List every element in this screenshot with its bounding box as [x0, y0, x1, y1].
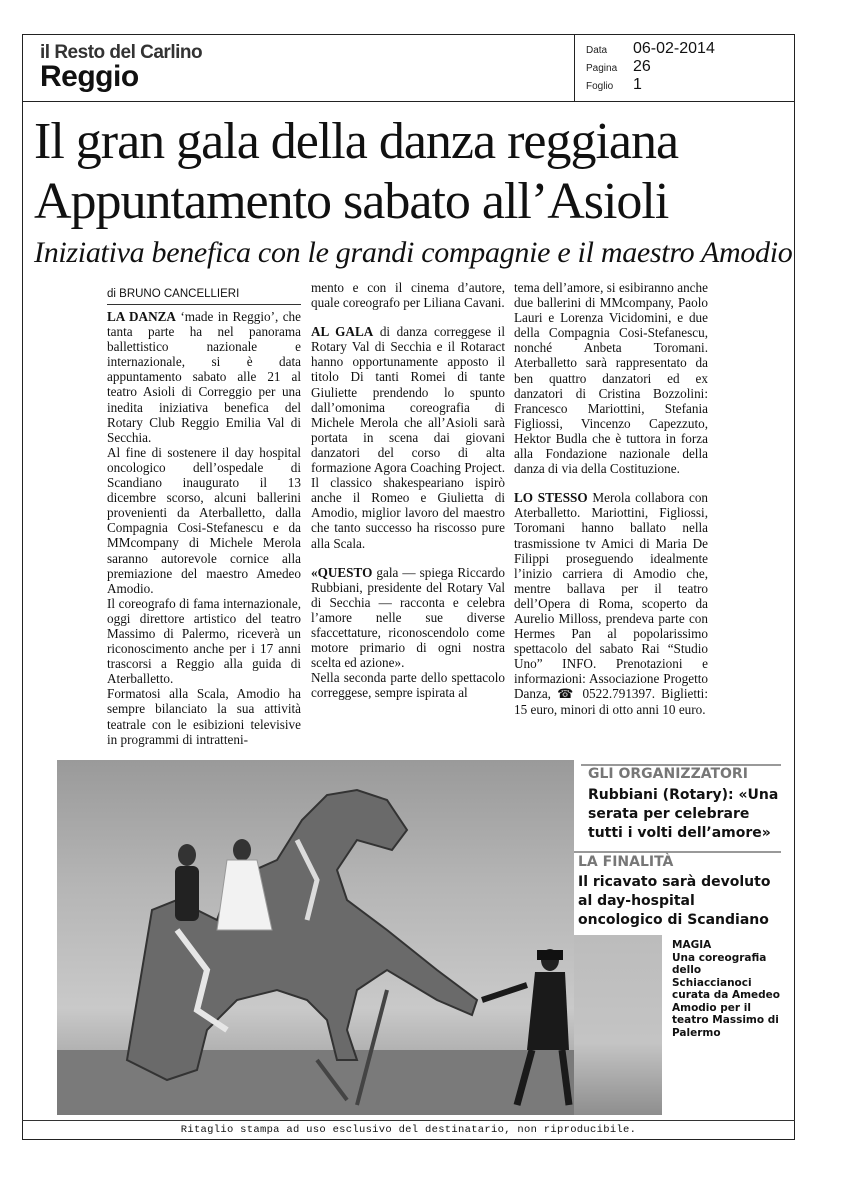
sidebar-purpose-text: Il ricavato sarà devoluto al day-hospital oncologico di Scandiano	[578, 874, 771, 928]
paragraph-text: Formatosi alla Scala, Amodio ha sempre bilanciato la sua attività teatrale con le esibizioni televisive in programmi di intratteni-	[107, 686, 301, 747]
headline-line-1: Il gran gala della danza reggiana	[34, 113, 679, 170]
meta-date-row	[586, 40, 715, 58]
paragraph-lead: LA DANZA	[107, 309, 176, 324]
footer-rule	[22, 1120, 795, 1121]
paragraph-lead: LO STESSO	[514, 490, 588, 506]
article-paragraph	[514, 490, 708, 716]
paragraph-text: ‘made in Reggio’, che tanta parte ha nel panorama ballettistico nazionale e internazionale, si è data appuntamento sabato alle 21 al teatro Asioli di Correggio per una inedita iniziativa benefica del Rotary Club Reggio Emilia Val di Secchia.	[107, 309, 302, 445]
article-paragraph	[514, 280, 708, 476]
meta-page-value: 26	[633, 58, 651, 75]
meta-sheet-row	[586, 76, 642, 94]
paragraph-text: Il coreografo di fama internazionale, oggi direttore artistico del teatro Massimo di Palermo, riceverà un riconoscimento anche per i 17 anni trascorsi a Reggio alla guida di Aterballetto.	[107, 595, 301, 687]
paragraph-lead: «QUESTO	[311, 564, 373, 580]
meta-page-row	[586, 58, 651, 76]
subheadline: Iniziativa benefica con le grandi compagnie e il maestro Amodio	[34, 236, 793, 269]
sidebar-purpose-label: LA FINALITÀ	[578, 854, 674, 870]
paragraph-text: tema dell’amore, si esibiranno anche due ballerini di MMcompany, Paolo Lauri e Lorenza Vicidomini, e due della Compagnia Cosi-Stefanescu, nonché Anbeta Toromani. Aterballetto sarà rappresentato da ben quattro danzatori ed ex danzatori di Cristina Bozzolini: Francesco Mariottini, Stefania Figliossi, Vincenzo Capezzuto, Hektor Budla che è tuttora in forza alla Fondazione nazionale della danza di via della Costituzione.	[514, 280, 708, 477]
paragraph-text: Merola collabora con Aterballetto. Mariottini, Figliossi, Toromani hanno ballato nella trasmissione tv Amici di Maria De Filippi proseguendo idealmente l’inizio carriera di Amodio che, mentre ballava per il teatro dell’Opera di Roma, scoperto da Aurelio Milloss, prendeva parte con Hermes Pan al popolarissimo spettacolo del sabato Rai “Studio Uno” INFO. Prenotazioni e informazioni: Associazione Progetto Danza, ☎ 0522.791397. Biglietti: 15 euro, minori di otto anni 10 euro.	[514, 490, 709, 717]
article-paragraph	[107, 309, 301, 445]
footer-notice: Ritaglio stampa ad uso esclusivo del destinatario, non riproducibile.	[180, 1124, 637, 1136]
paragraph-text: mento e con il cinema d’autore, quale coreografo per Liliana Cavani.	[311, 280, 505, 311]
meta-date-label: Data	[586, 45, 608, 56]
ballet-photo	[57, 760, 574, 1115]
sidebar-organizers-quote: Rubbiani (Rotary): «Una serata per celebrare tutti i volti dell’amore»	[588, 787, 779, 841]
paragraph-lead: AL GALA	[311, 324, 374, 340]
meta-sheet-value: 1	[633, 76, 642, 93]
meta-page-label: Pagina	[586, 63, 618, 74]
byline-rule	[107, 304, 301, 305]
caption-title: MAGIA	[672, 939, 712, 951]
byline: di BRUNO CANCELLIERI	[107, 288, 240, 300]
article-paragraph	[311, 324, 505, 550]
meta-sheet-label: Foglio	[586, 81, 614, 92]
photo-illustration	[57, 760, 574, 1115]
paragraph-text: Nella seconda parte dello spettacolo correggese, sempre ispirata al	[311, 670, 505, 701]
headline-line-2: Appuntamento sabato all’Asioli	[34, 173, 669, 230]
article-paragraph	[311, 565, 505, 671]
article-paragraph	[107, 686, 301, 746]
newspaper-logo-top: il Resto del Carlino	[40, 42, 203, 63]
newspaper-logo-edition: Reggio	[40, 60, 139, 93]
article-paragraph	[107, 596, 301, 687]
photo-caption	[672, 939, 782, 1039]
article-paragraph	[311, 280, 505, 310]
article-column-2	[311, 280, 505, 700]
article-paragraph	[107, 445, 301, 596]
sidebar-organizers-label: GLI ORGANIZZATORI	[588, 766, 748, 782]
paragraph-text: di danza correggese il Rotary Val di Secchia e il Rotaract hanno opportunamente apposto il titolo Di tanti Romei di tante Giuliette prendendo lo spunto dall’omonima coreografia di Michele Merola che all’Asioli sarà portata in scena dai giovani danzatori del corso di alta formazione Agora Coaching Project. Il classico shakespeariano ispirò anche il Romeo e Giulietta di Amodio, miglior lavoro del maestro che tanto successo ha riscosso pure alla Scala.	[311, 324, 505, 551]
meta-date-value: 06-02-2014	[633, 40, 715, 57]
paragraph-text: Al fine di sostenere il day hospital oncologico dell’ospedale di Scandiano inaugurato il 13 dicembre scorso, alcuni ballerini provenienti da Aterballetto, dalla Compagnia Cosi-Stefanescu e da MMcompany di Michele Merola saranno autorevole cornice alla premiazione del maestro Amedeo Amodio.	[107, 444, 301, 596]
article-column-1	[107, 309, 301, 747]
article-column-3	[514, 280, 708, 717]
article-paragraph	[311, 670, 505, 700]
photo-extension	[574, 935, 662, 1115]
paragraph-text: gala — spiega Riccardo Rubbiani, presidente del Rotary Val di Secchia — racconta e celebra l’amore nelle sue diverse sfaccettature, riconoscendolo come motore primario di ogni nostra scelta ed azione».	[311, 564, 505, 671]
caption-text: Una coreografia dello Schiaccianoci curata da Amedeo Amodio per il teatro Massimo di Palermo	[672, 951, 781, 1039]
